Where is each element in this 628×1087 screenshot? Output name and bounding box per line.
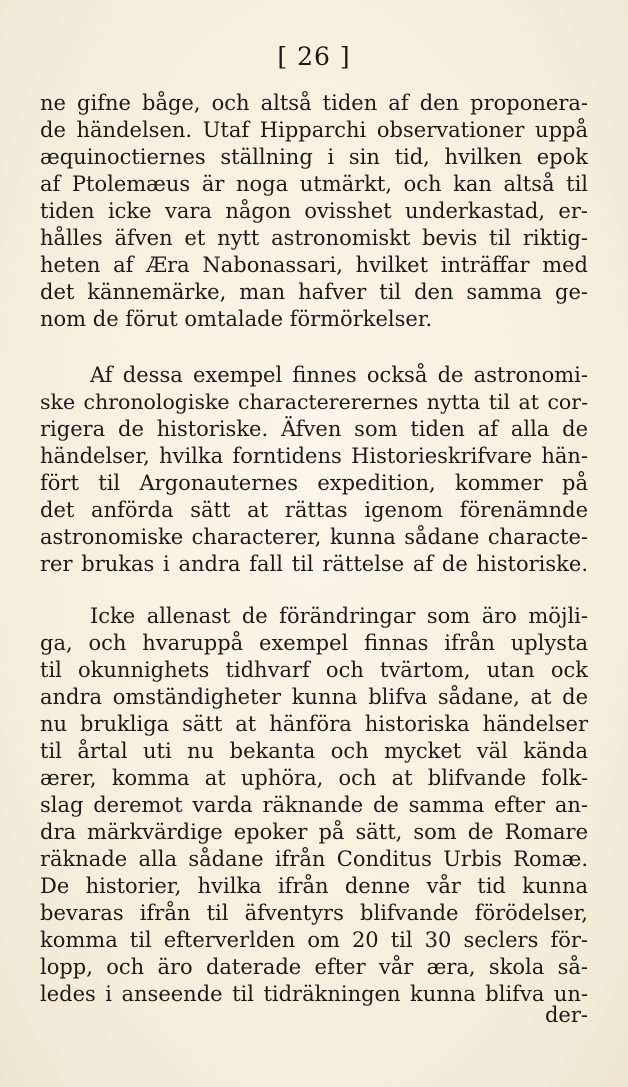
page-number: [ 26 ] xyxy=(277,42,351,71)
text-line: händelser, hvilka forntidens Historieskrifvare hän- xyxy=(40,444,588,468)
text-line: det kännemärke, man hafver til den samma ge- xyxy=(40,280,588,304)
text-line: til okunnighets tidhvarf och tvärtom, utan ock xyxy=(40,658,588,682)
text-line: tiden icke vara någon ovisshet underkastad, er- xyxy=(40,199,588,223)
text-line: de händelsen. Utaf Hipparchi observationer uppå xyxy=(40,118,588,142)
text-line: dra märkvärdige epoker på sätt, som de Romare xyxy=(40,820,588,844)
text-line: komma til efterverlden om 20 til 30 seclers för- xyxy=(40,928,588,952)
text-line: rer brukas i andra fall til rättelse af de historiske. xyxy=(40,552,588,576)
text-line: af Ptolemæus är noga utmärkt, och kan altså til xyxy=(40,172,588,196)
text-line: slag deremot varda räknande de samma efter an- xyxy=(40,793,588,817)
text-line: bevaras ifrån til äfventyrs blifvande förödelser, xyxy=(40,901,588,925)
catchword: der- xyxy=(544,1003,588,1027)
text-line: ærer, komma at uphöra, och at blifvande folk- xyxy=(40,766,588,790)
text-line: andra omständigheter kunna blifva sådane, at de xyxy=(40,685,588,709)
text-line: ne gifne båge, och altså tiden af den proponera- xyxy=(40,91,588,115)
text-line: lopp, och äro daterade efter vår æra, skola så- xyxy=(40,955,588,979)
text-line: til årtal uti nu bekanta och mycket väl kända xyxy=(40,739,588,763)
text-line: nom de förut omtalade förmörkelser. xyxy=(40,307,433,331)
text-line: nu brukliga sätt at hänföra historiska händelser xyxy=(40,712,588,736)
text-line: Icke allenast de förändringar som äro möjli- xyxy=(90,604,588,628)
text-line: fört til Argonauternes expedition, kommer på xyxy=(40,471,588,495)
text-line: ga, och hvaruppå exempel finnas ifrån uplysta xyxy=(40,631,588,655)
text-line: rigera de historiske. Äfven som tiden af alla de xyxy=(40,417,588,441)
text-line: ske chronologiske charactererernes nytta til at cor- xyxy=(40,390,588,414)
text-line: det anförda sätt at rättas igenom förenämnde xyxy=(40,498,588,522)
text-line: astronomiske characterer, kunna sådane characte- xyxy=(40,525,588,549)
text-line: heten af Æra Nabonassari, hvilket inträffar med xyxy=(40,253,588,277)
text-line: hålles äfven et nytt astronomiskt bevis til riktig- xyxy=(40,226,588,250)
text-line: Af dessa exempel finnes också de astronomi- xyxy=(90,363,588,387)
text-line: ledes i anseende til tidräkningen kunna blifva un- xyxy=(40,982,588,1006)
text-line: De historier, hvilka ifrån denne vår tid kunna xyxy=(40,874,588,898)
text-line: räknade alla sådane ifrån Conditus Urbis Romæ. xyxy=(40,847,588,871)
text-line: æquinoctiernes ställning i sin tid, hvilken epok xyxy=(40,145,588,169)
